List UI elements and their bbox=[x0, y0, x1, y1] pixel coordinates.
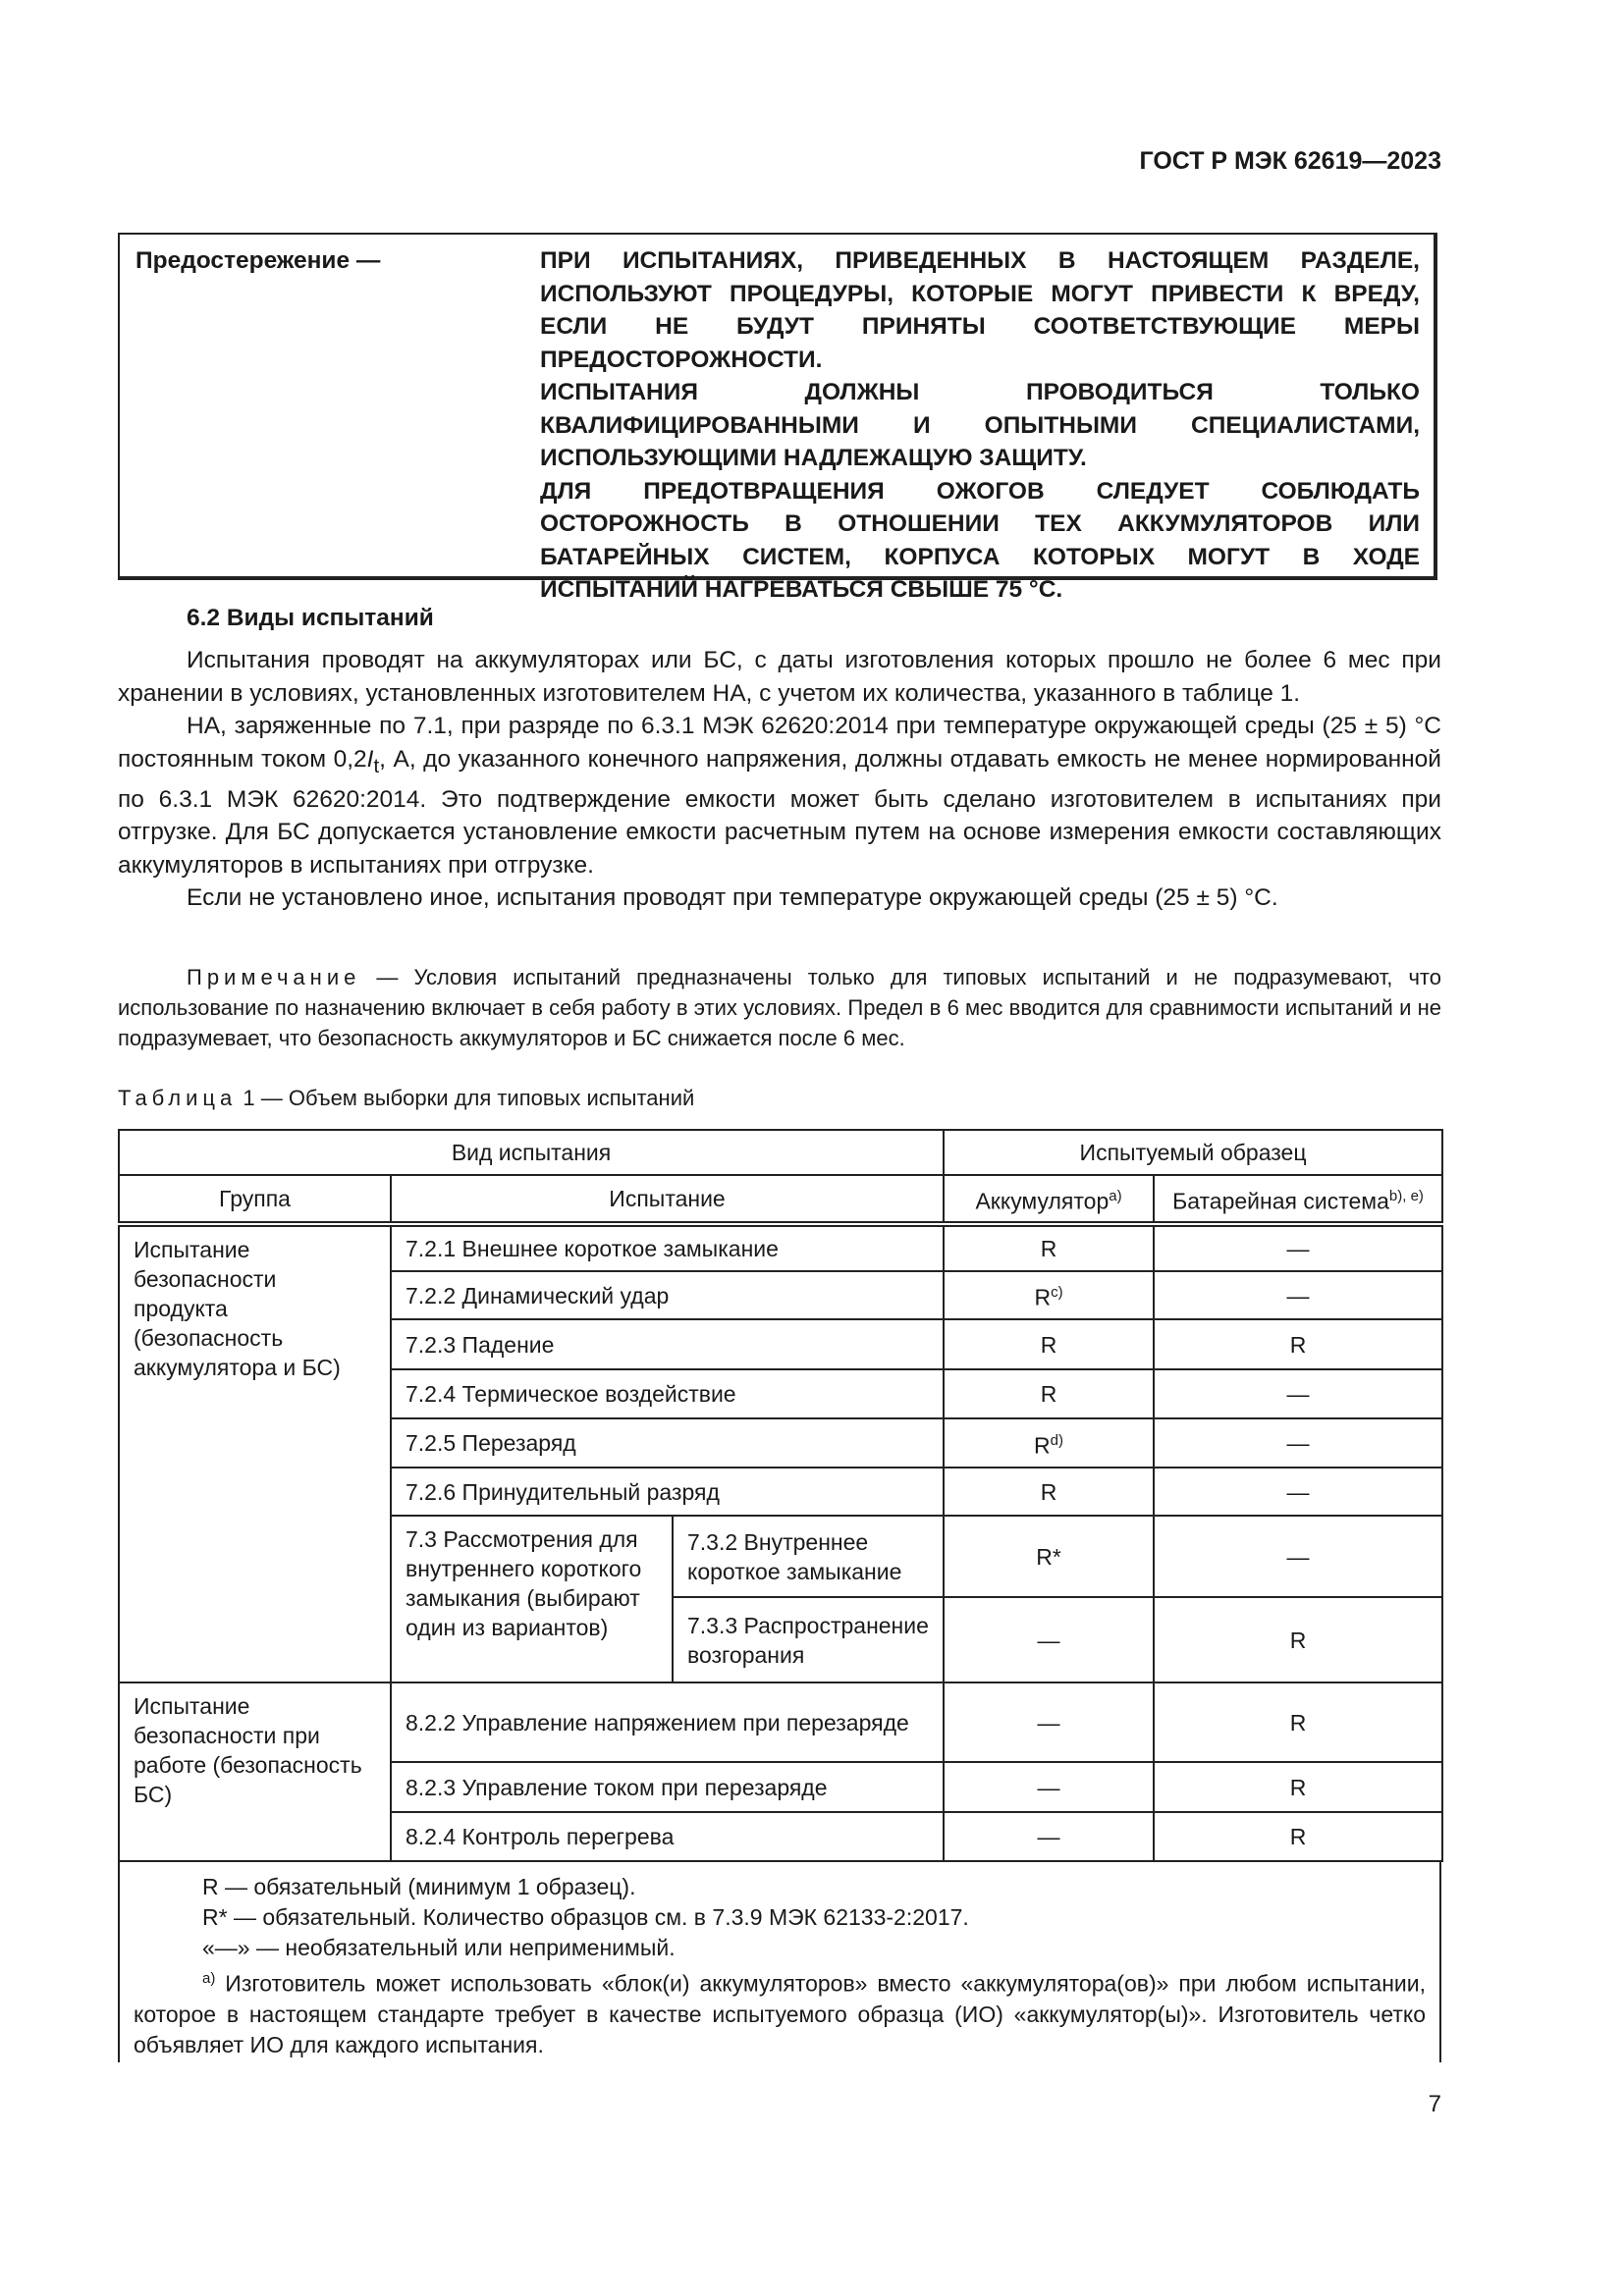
header-group: Группа bbox=[119, 1175, 391, 1224]
bs-value: — bbox=[1154, 1418, 1442, 1468]
table-caption bbox=[118, 1086, 694, 1111]
test-cell: 7.2.4 Термическое воздействие bbox=[391, 1369, 944, 1418]
note-label: Примечание bbox=[187, 965, 361, 989]
bs-value: — bbox=[1154, 1468, 1442, 1516]
note-text: — Условия испытаний предназначены только для типовых испытаний и не подразумевают, что использование по назначению включает в себя работу в этих условиях. Предел в 6 мес вводится для сравнимости испытаний и не подразумевает, что безопасность аккумуляторов и БС снижается после 6 мес. bbox=[118, 965, 1441, 1050]
bs-value: — bbox=[1154, 1224, 1442, 1271]
section-title: 6.2 Виды испытаний bbox=[187, 605, 434, 631]
test-cell: 7.2.6 Принудительный разряд bbox=[391, 1468, 944, 1516]
group-cell: Испытание безопасности при работе (безопасность БС) bbox=[119, 1682, 391, 1861]
cell-value: R bbox=[944, 1224, 1154, 1271]
document-id: ГОСТ Р МЭК 62619—2023 bbox=[1139, 147, 1441, 175]
test-cell: 7.2.3 Падение bbox=[391, 1319, 944, 1369]
cell-value: — bbox=[944, 1812, 1154, 1861]
text: t bbox=[373, 755, 380, 777]
caption-text: 1 — Объем выборки для типовых испытаний bbox=[237, 1086, 695, 1110]
cell-value: — bbox=[944, 1682, 1154, 1762]
test-cell: 7.3.2 Внутреннее короткое замыкание bbox=[673, 1516, 944, 1597]
note bbox=[118, 962, 1441, 1053]
bs-value: R bbox=[1154, 1812, 1442, 1861]
text: НА, заряженные по 7.1, при разряде по 6.3.1 МЭК 62620:2014 при температуре окружающей среды (25 ± 5) °С постоянным током 0,2 bbox=[118, 713, 1441, 773]
cell-value: $R^{c)}$ bbox=[944, 1271, 1154, 1319]
sample-size-table bbox=[118, 1129, 1443, 1862]
paragraph: Испытания проводят на аккумуляторах или БС, с даты изготовления которых прошло не более 6 мес при хранении в условиях, установленных изготовителем НА, с учетом их количества, указанного в таблице 1. bbox=[118, 647, 1441, 707]
cell-value: — bbox=[944, 1762, 1154, 1812]
header-test: Испытание bbox=[391, 1175, 944, 1224]
bs-value: R bbox=[1154, 1762, 1442, 1812]
footnote: $^{a)}$ Изготовитель может использовать «блок(и) аккумуляторов» вместо «аккумулятора(ов)» при любом испытании, которое в настоящем стандарте требует в качестве испытуемого образца (ИО) «аккумулятор(ы)». Изготовитель четко объявляет ИО для каждого испытания. bbox=[134, 1970, 1426, 2057]
bs-value: R bbox=[1154, 1319, 1442, 1369]
cell-value: R bbox=[944, 1319, 1154, 1369]
warning-paragraph: ИСПЫТАНИЯ ДОЛЖНЫ ПРОВОДИТЬСЯ ТОЛЬКО КВАЛИФИЦИРОВАННЫМИ И ОПЫТНЫМИ СПЕЦИАЛИСТАМИ, ИСПОЛЬЗУЮЩИМИ НАДЛЕЖАЩУЮ ЗАЩИТУ. bbox=[540, 379, 1420, 471]
paragraph: Если не установлено иное, испытания проводят при температуре окружающей среды (25 ± 5) °С. bbox=[187, 884, 1278, 912]
test-cell: 8.2.2 Управление напряжением при перезаряде bbox=[391, 1682, 944, 1762]
section-body bbox=[118, 644, 1441, 915]
cell-value: $R^{d)}$ bbox=[944, 1418, 1154, 1468]
cell-value: R* bbox=[944, 1516, 1154, 1597]
footnote: «—» — необязательный или неприменимый. bbox=[202, 1935, 676, 1960]
test-cell: 7.3.3 Распространение возгорания bbox=[673, 1597, 944, 1682]
table-row bbox=[119, 1224, 1442, 1271]
internal-short-group-cell: 7.3 Рассмотрения для внутреннего короткого замыкания (выбирают один из вариантов) bbox=[391, 1516, 673, 1682]
text: , А, до указанного конечного напряжения, должны отдавать емкость не менее нормированной по 6.3.1 МЭК 62620:2014. Это подтверждение емкости может быть сделано изготовителем в испытаниях при отгрузке. Для БС допускается установление емкости расчетным путем на основе измерения емкости составляющих аккумуляторов в испытаниях при отгрузке. bbox=[118, 745, 1441, 879]
bs-value: — bbox=[1154, 1516, 1442, 1597]
test-cell: 7.2.1 Внешнее короткое замыкание bbox=[391, 1224, 944, 1271]
bs-value: — bbox=[1154, 1271, 1442, 1319]
header-cell: Аккумулятор$^{a)}$ bbox=[944, 1175, 1154, 1224]
test-cell: 8.2.3 Управление током при перезаряде bbox=[391, 1762, 944, 1812]
warning-label: Предостережение — bbox=[135, 247, 381, 274]
warning-text bbox=[540, 244, 1420, 607]
bs-value: R bbox=[1154, 1597, 1442, 1682]
page-number: 7 bbox=[1428, 2091, 1441, 2117]
test-cell: 8.2.4 Контроль перегрева bbox=[391, 1812, 944, 1861]
cell-value: R bbox=[944, 1369, 1154, 1418]
warning-box bbox=[118, 233, 1437, 603]
cell-value: R bbox=[944, 1468, 1154, 1516]
text: I bbox=[366, 745, 374, 773]
table-footnotes bbox=[118, 1862, 1441, 2062]
test-cell: 7.2.5 Перезаряд bbox=[391, 1418, 944, 1468]
warning-paragraph: ДЛЯ ПРЕДОТВРАЩЕНИЯ ОЖОГОВ СЛЕДУЕТ СОБЛЮДАТЬ ОСТОРОЖНОСТЬ В ОТНОШЕНИИ ТЕХ АККУМУЛЯТОРОВ ИЛИ БАТАРЕЙНЫХ СИСТЕМ, КОРПУСА КОТОРЫХ МОГУТ В ХОДЕ ИСПЫТАНИЙ НАГРЕВАТЬСЯ СВЫШЕ 75 °С. bbox=[540, 477, 1420, 603]
test-cell: 7.2.2 Динамический удар bbox=[391, 1271, 944, 1319]
header-sample: Испытуемый образец bbox=[944, 1130, 1442, 1175]
cell-value: — bbox=[944, 1597, 1154, 1682]
header-battery-system: Батарейная система$^{b), e)}$ bbox=[1154, 1175, 1442, 1224]
warning-paragraph: ПРИ ИСПЫТАНИЯХ, ПРИВЕДЕННЫХ В НАСТОЯЩЕМ РАЗДЕЛЕ, ИСПОЛЬЗУЮТ ПРОЦЕДУРЫ, КОТОРЫЕ МОГУТ ПРИВЕСТИ К ВРЕДУ, ЕСЛИ НЕ БУДУТ ПРИНЯТЫ СООТВЕТСТВУЮЩИЕ МЕРЫ ПРЕДОСТОРОЖНОСТИ. bbox=[540, 247, 1420, 373]
group-cell: Испытание безопасности продукта (безопасность аккумулятора и БС) bbox=[119, 1224, 391, 1682]
caption-label: Таблица bbox=[118, 1086, 238, 1110]
table-row bbox=[119, 1682, 1442, 1762]
footnote: R — обязательный (минимум 1 образец). bbox=[202, 1874, 636, 1899]
bs-value: — bbox=[1154, 1369, 1442, 1418]
bs-value: R bbox=[1154, 1682, 1442, 1762]
header-kind: Вид испытания bbox=[119, 1130, 944, 1175]
footnote: R* — обязательный. Количество образцов см. в 7.3.9 МЭК 62133-2:2017. bbox=[202, 1904, 969, 1930]
paragraph bbox=[118, 710, 1441, 881]
